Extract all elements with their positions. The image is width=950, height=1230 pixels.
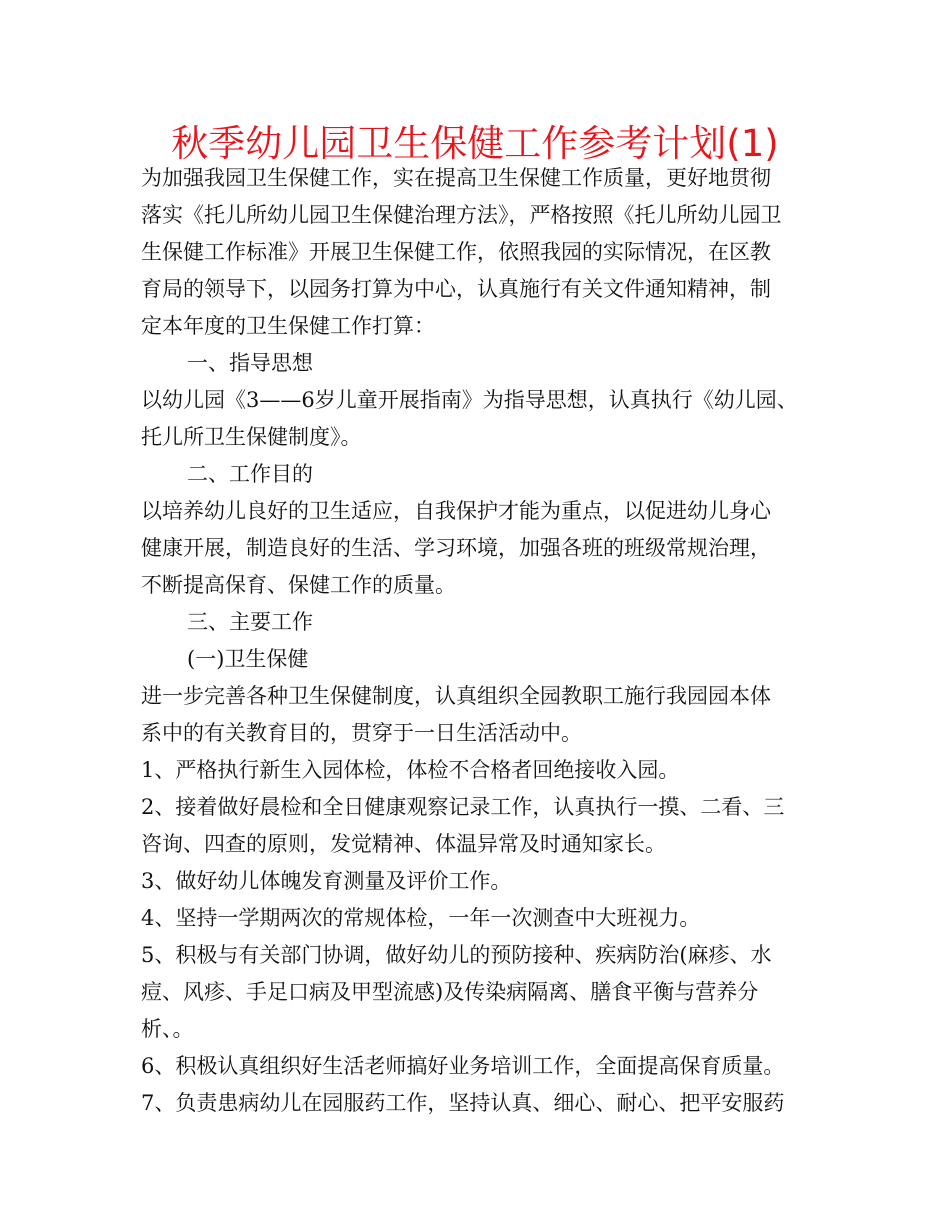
list-item-continuation: 析、。 bbox=[141, 1017, 194, 1041]
paragraph-line: 落实《托儿所幼儿园卫生保健治理方法》，严格按照《托儿所幼儿园卫 bbox=[141, 203, 782, 227]
paragraph-line: 以幼儿园《3——6岁儿童开展指南》为指导思想，认真执行《幼儿园、 bbox=[141, 388, 798, 412]
paragraph-line: 系中的有关教育目的，贯穿于一日生活活动中。 bbox=[141, 721, 582, 745]
paragraph-line: 健康开展，制造良好的生活、学习环境，加强各班的班级常规治理， bbox=[141, 536, 771, 560]
subsection-heading: (一)卫生保健 bbox=[187, 647, 309, 671]
document-body bbox=[141, 160, 821, 1122]
list-item: 3、做好幼儿体魄发育测量及评价工作。 bbox=[141, 869, 512, 893]
list-item: 5、积极与有关部门协调，做好幼儿的预防接种、疾病防治(麻疹、水 bbox=[141, 943, 772, 967]
list-item: 6、积极认真组织好生活老师搞好业务培训工作，全面提高保育质量。 bbox=[141, 1054, 785, 1078]
paragraph-line: 定本年度的卫生保健工作打算： bbox=[141, 314, 435, 338]
paragraph-line: 进一步完善各种卫生保健制度，认真组织全园教职工施行我园园本体 bbox=[141, 684, 771, 708]
paragraph-line: 生保健工作标准》开展卫生保健工作，依照我园的实际情况，在区教 bbox=[141, 240, 771, 264]
section-heading: 一、指导思想 bbox=[187, 351, 313, 375]
section-heading: 二、工作目的 bbox=[187, 462, 313, 486]
list-item: 7、负责患病幼儿在园服药工作，坚持认真、细心、耐心、把平安服药 bbox=[141, 1091, 785, 1115]
section-heading: 三、主要工作 bbox=[187, 610, 313, 634]
paragraph-line: 托儿所卫生保健制度》。 bbox=[141, 425, 362, 449]
list-item: 4、坚持一学期两次的常规体检，一年一次测查中大班视力。 bbox=[141, 906, 701, 930]
list-item-continuation: 咨询、四查的原则，发觉精神、体温异常及时通知家长。 bbox=[141, 832, 666, 856]
paragraph-line: 为加强我园卫生保健工作，实在提高卫生保健工作质量，更好地贯彻 bbox=[141, 166, 771, 190]
paragraph-line: 以培养幼儿良好的卫生适应，自我保护才能为重点，以促进幼儿身心 bbox=[141, 499, 771, 523]
paragraph-line: 育局的领导下，以园务打算为中心，认真施行有关文件通知精神，制 bbox=[141, 277, 771, 301]
list-item: 1、严格执行新生入园体检，体检不合格者回绝接收入园。 bbox=[141, 758, 680, 782]
document-title: 秋季幼儿园卫生保健工作参考计划(1) bbox=[171, 122, 779, 165]
list-item: 2、接着做好晨检和全日健康观察记录工作，认真执行一摸、二看、三 bbox=[141, 795, 785, 819]
paragraph-line: 不断提高保育、保健工作的质量。 bbox=[141, 573, 456, 597]
list-item-continuation: 痘、风疹、手足口病及甲型流感)及传染病隔离、膳食平衡与营养分 bbox=[141, 980, 759, 1004]
